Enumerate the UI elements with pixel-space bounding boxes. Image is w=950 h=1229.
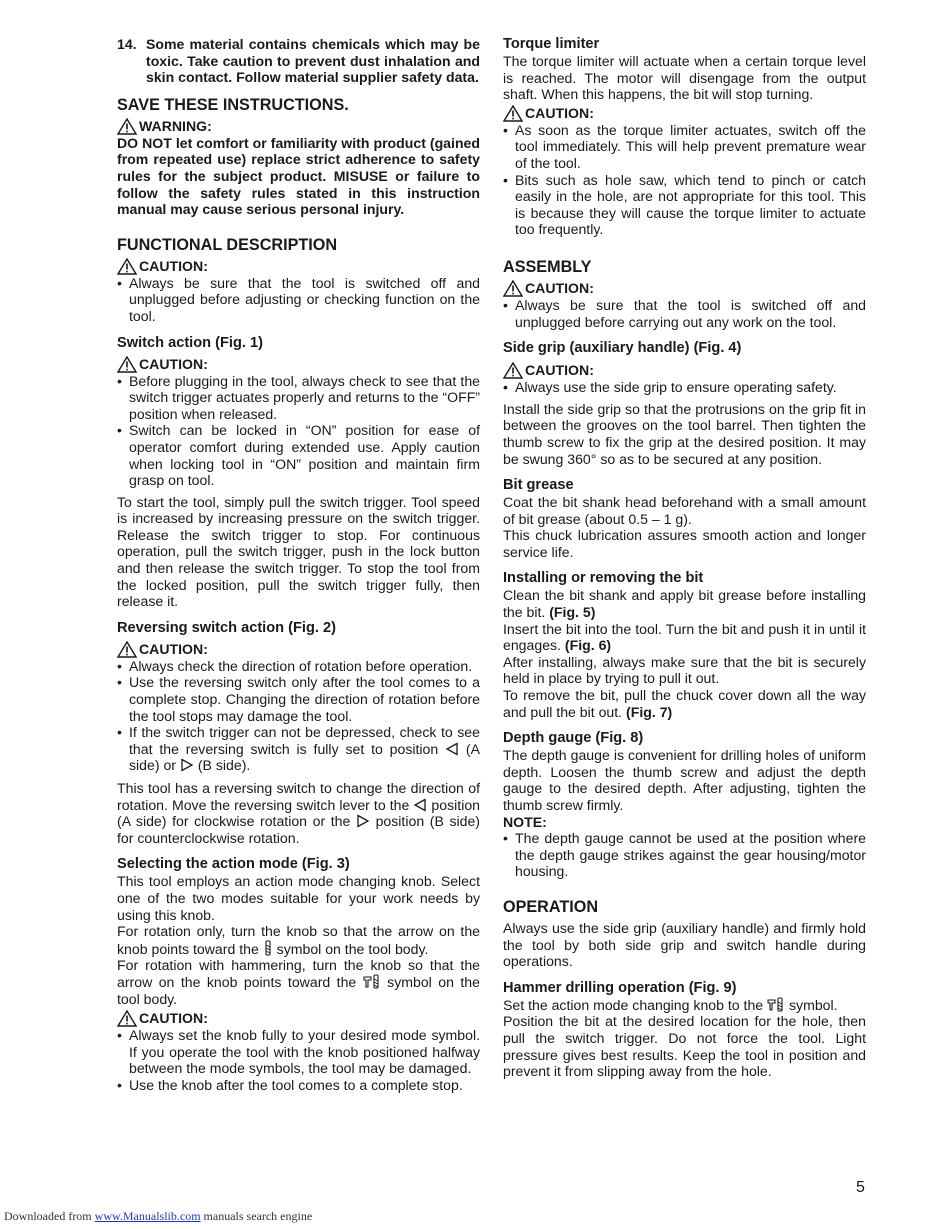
warning-label	[117, 118, 480, 135]
warning-label-text: WARNING:	[139, 117, 212, 134]
caution-label-text: CAUTION:	[139, 1010, 208, 1027]
side-grip-heading: Side grip (auxiliary handle) (Fig. 4)	[503, 340, 742, 357]
reversing-paragraph: This tool has a reversing switch to change the direction of rotation. Move the reversing switch lever to the position (A side) for clockwise rotation or the position (B side) for counterclockwise rotation.	[117, 780, 480, 846]
caution-label-text: CAUTION:	[139, 355, 208, 372]
right-column	[503, 36, 866, 1080]
depth-gauge-heading: Depth gauge (Fig. 8)	[503, 730, 644, 747]
caution-label-text: CAUTION:	[525, 280, 594, 297]
hammer-drill-icon	[767, 997, 785, 1012]
side-grip-paragraph: Install the side grip so that the protrusions on the grip fit in between the grooves on the tool barrel. Then tighten the thumb screw to fix the grip at the desired position. It may be swung 360° so as to be secured at any position.	[503, 400, 866, 467]
assembly-heading: ASSEMBLY	[503, 257, 592, 276]
caution-label	[117, 356, 480, 373]
functional-description-heading: FUNCTIONAL DESCRIPTION	[117, 235, 338, 254]
caution-label	[503, 280, 866, 297]
list-item: • Always set the knob fully to your desired mode symbol. If you operate the tool with the knob positioned halfway between the mode symbols, the tool may be damaged.	[117, 1027, 480, 1077]
list-item: • Use the knob after the tool comes to a complete stop.	[117, 1076, 463, 1093]
install-paragraph-3: After installing, always make sure that the bit is securely held in place by trying to pull it out.	[503, 653, 866, 687]
list-item: • Always be sure that the tool is switched off and unplugged before carrying out any work on the tool.	[503, 296, 866, 330]
triangle-left-icon	[413, 798, 427, 812]
torque-limiter-heading: Torque limiter	[503, 36, 600, 52]
reversing-switch-heading: Reversing switch action (Fig. 2)	[117, 619, 336, 636]
left-column	[117, 36, 480, 1094]
action-mode-heading: Selecting the action mode (Fig. 3)	[117, 856, 350, 873]
caution-label	[117, 641, 480, 658]
mode-paragraph-3: For rotation with hammering, turn the knob so that the arrow on the knob points toward the symbol on the tool body.	[117, 957, 480, 1007]
switch-paragraph: To start the tool, simply pull the switch trigger. Tool speed is increased by increasing pressure on the switch trigger. Release the switch trigger to stop. For continuous operation, pull the switch trigger, push in the lock button and then release the switch trigger. To stop the tool from the locked position, pull the switch trigger fully, then release it.	[117, 493, 480, 610]
caution-label-text: CAUTION:	[525, 104, 594, 121]
list-item: • Always use the side grip to ensure operating safety.	[503, 379, 837, 396]
warning-triangle-icon	[117, 1010, 137, 1027]
page-number: 5	[856, 1179, 865, 1196]
warning-triangle-icon	[503, 280, 523, 297]
list-item: • Always check the direction of rotation before operation.	[117, 657, 473, 674]
warning-triangle-icon	[117, 641, 137, 658]
warning-triangle-icon	[117, 118, 137, 135]
list-item: • Always be sure that the tool is switched off and unplugged before adjusting or checking function on the tool.	[117, 274, 480, 324]
caution-label-text: CAUTION:	[139, 257, 208, 274]
torque-paragraph: The torque limiter will actuate when a certain torque level is reached. The motor will disengage from the output shaft. When this happens, the bit will stop turning.	[503, 53, 866, 103]
list-item: • If the switch trigger can not be depressed, check to see that the reversing switch is fully set to position (A side) or (B side).	[117, 724, 481, 774]
warning-triangle-icon	[503, 105, 523, 122]
hammer-paragraph-2: Position the bit at the desired location for the hole, then pull the switch trigger. Do not force the tool. Light pressure gives best results. Keep the tool in position and prevent it from slipping away from the hole.	[503, 1013, 866, 1080]
warning-triangle-icon	[117, 258, 137, 275]
mode-paragraph-1: This tool employs an action mode changing knob. Select one of the two modes suitable for your work needs by using this knob.	[117, 873, 480, 923]
triangle-right-icon	[356, 814, 370, 828]
warning-text: DO NOT let comfort or familiarity with product (gained from repeated use) replace strict adherence to safety rules for the subject product. MISUSE or failure to follow the safety rules stated in this instruction manual may cause serious personal injury.	[117, 134, 480, 218]
caution-label-text: CAUTION:	[525, 362, 594, 379]
hammer-drill-icon	[363, 974, 381, 989]
caution-label	[117, 1010, 480, 1027]
switch-action-heading: Switch action (Fig. 1)	[117, 334, 263, 351]
safety-item-14	[117, 36, 480, 86]
grease-paragraph-1: Coat the bit shank head beforehand with a small amount of bit grease (about 0.5 – 1 g).	[503, 494, 866, 527]
list-item: • Before plugging in the tool, always check to see that the switch trigger actuates properly and returns to the “OFF” position when released.	[117, 372, 480, 422]
footer	[4, 1209, 312, 1224]
list-item: • As soon as the torque limiter actuates, switch off the tool immediately. This will help prevent premature wear of the tool.	[503, 121, 866, 171]
triangle-left-icon	[445, 742, 459, 756]
manualslib-link[interactable]: www.Manualslib.com	[94, 1209, 201, 1223]
save-instructions-heading: SAVE THESE INSTRUCTIONS.	[117, 95, 349, 114]
operation-paragraph: Always use the side grip (auxiliary handle) and firmly hold the tool by both side grip and switch handle during operations.	[503, 919, 866, 970]
list-item: • The depth gauge cannot be used at the position where the depth gauge strikes against the gear housing/motor housing.	[503, 830, 866, 880]
mode-paragraph-2: For rotation only, turn the knob so that the arrow on the knob points toward the symbol on the tool body.	[117, 923, 480, 957]
hammer-paragraph-1: Set the action mode changing knob to the symbol.	[503, 996, 838, 1013]
caution-label	[117, 258, 480, 275]
triangle-right-icon	[180, 758, 194, 772]
bit-grease-heading: Bit grease	[503, 477, 574, 494]
caution-label	[503, 362, 866, 379]
install-paragraph-2: Insert the bit into the tool. Turn the bit and push it in until it engages. (Fig. 6)	[503, 620, 866, 654]
grease-paragraph-2: This chuck lubrication assures smooth action and longer service life.	[503, 527, 866, 560]
footer-suffix: manuals search engine	[203, 1209, 313, 1223]
list-item: • Use the reversing switch only after the tool comes to a complete stop. Changing the direction of rotation before the tool stops may damage the tool.	[117, 674, 480, 724]
note-label: NOTE:	[503, 813, 547, 830]
list-item: • Switch can be locked in “ON” position for ease of operator comfort during extended use. Apply caution when locking tool in “ON” position and maintain firm grasp on tool.	[117, 422, 480, 489]
drill-bit-icon	[263, 940, 273, 956]
hammer-drilling-heading: Hammer drilling operation (Fig. 9)	[503, 979, 737, 996]
installing-bit-heading: Installing or removing the bit	[503, 570, 704, 587]
depth-paragraph: The depth gauge is convenient for drilling holes of uniform depth. Loosen the thumb screw and adjust the depth gauge to the desired depth. After adjusting, tighten the thumb screw firmly.	[503, 747, 866, 813]
warning-triangle-icon	[117, 356, 137, 373]
warning-triangle-icon	[503, 362, 523, 379]
install-paragraph-4: To remove the bit, pull the chuck cover down all the way and pull the bit out. (Fig. 7)	[503, 687, 866, 720]
item-number: 14.	[117, 36, 137, 52]
list-item: • Bits such as hole saw, which tend to pinch or catch easily in the hole, are not appropriate for this tool. This is because they will cause the torque limiter to actuate too frequently.	[503, 171, 866, 238]
caution-label-text: CAUTION:	[139, 641, 208, 658]
install-paragraph-1: Clean the bit shank and apply bit grease before installing the bit. (Fig. 5)	[503, 587, 866, 621]
footer-prefix: Downloaded from	[4, 1209, 92, 1223]
operation-heading: OPERATION	[503, 897, 599, 916]
caution-label	[503, 105, 866, 122]
item-text: Some material contains chemicals which may be toxic. Take caution to prevent dust inhalation and skin contact. Follow material supplier safety data.	[146, 36, 480, 86]
